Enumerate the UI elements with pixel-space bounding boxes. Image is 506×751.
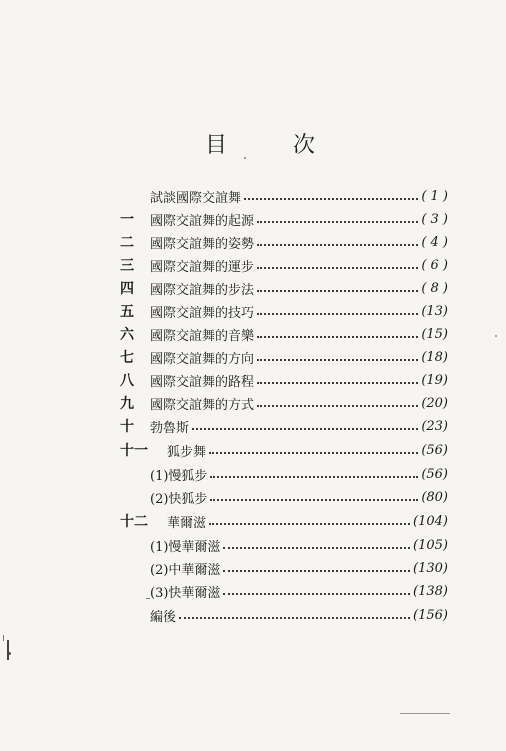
toc-entry bbox=[150, 187, 448, 206]
toc-row bbox=[0, 232, 506, 252]
toc-label: 試談國際交誼舞 bbox=[150, 190, 242, 206]
toc-entry bbox=[167, 512, 448, 531]
toc-entry bbox=[150, 371, 448, 390]
toc-label: (3)快華爾滋 bbox=[150, 585, 221, 601]
toc-label: 國際交誼舞的技巧 bbox=[150, 305, 255, 321]
toc-row bbox=[0, 324, 506, 344]
toc-row bbox=[0, 255, 506, 275]
toc-row bbox=[0, 605, 506, 625]
toc-entry bbox=[150, 348, 448, 367]
scan-mark bbox=[146, 598, 150, 599]
dot-leader bbox=[223, 593, 410, 595]
toc-entry bbox=[150, 488, 448, 507]
toc-label: 國際交誼舞的路程 bbox=[150, 374, 255, 390]
dot-leader bbox=[257, 405, 418, 407]
toc-label: 國際交誼舞的方向 bbox=[150, 351, 255, 367]
scan-mark bbox=[244, 157, 246, 159]
toc-row bbox=[0, 464, 506, 484]
toc-number: 六 bbox=[120, 327, 134, 343]
toc-entry bbox=[150, 582, 448, 601]
toc-entry bbox=[150, 279, 448, 298]
scan-mark bbox=[400, 713, 450, 714]
toc-label: 國際交誼舞的方式 bbox=[150, 397, 255, 413]
dot-leader bbox=[244, 198, 418, 200]
toc-label: (1)慢狐步 bbox=[150, 468, 208, 484]
toc-label: 國際交誼舞的步法 bbox=[150, 282, 255, 298]
toc-page: ( 4 ) bbox=[421, 234, 448, 250]
toc-label: 國際交誼舞的運步 bbox=[150, 259, 255, 275]
dot-leader bbox=[179, 617, 410, 619]
scan-mark bbox=[3, 635, 4, 641]
toc-row bbox=[0, 209, 506, 229]
toc-page: (80) bbox=[421, 489, 448, 505]
toc-number: 四 bbox=[120, 281, 134, 297]
toc-entry bbox=[150, 233, 448, 252]
toc-row bbox=[0, 581, 506, 601]
dot-leader bbox=[223, 570, 410, 572]
dot-leader bbox=[209, 452, 418, 454]
toc-page: (18) bbox=[421, 349, 448, 365]
toc-entry bbox=[167, 441, 448, 460]
toc-entry bbox=[150, 210, 448, 229]
dot-leader bbox=[192, 428, 418, 430]
toc-row bbox=[0, 416, 506, 436]
toc-row bbox=[0, 278, 506, 298]
dot-leader bbox=[257, 221, 418, 223]
toc-row bbox=[0, 487, 506, 507]
toc-label: 編後 bbox=[150, 609, 177, 625]
toc-page: ( 8 ) bbox=[421, 280, 448, 296]
toc-page: (105) bbox=[413, 537, 448, 553]
dot-leader bbox=[257, 382, 418, 384]
scan-mark bbox=[7, 640, 9, 660]
toc-label: 狐步舞 bbox=[167, 444, 207, 460]
toc-label: 勃魯斯 bbox=[150, 420, 190, 436]
dot-leader bbox=[210, 476, 418, 478]
dot-leader bbox=[223, 547, 410, 549]
toc-number: 三 bbox=[120, 258, 134, 274]
toc-row bbox=[0, 558, 506, 578]
scan-mark bbox=[495, 335, 497, 337]
toc-label: 國際交誼舞的音樂 bbox=[150, 328, 255, 344]
dot-leader bbox=[257, 290, 418, 292]
toc-entry bbox=[150, 606, 448, 625]
toc-page: ( 1 ) bbox=[421, 188, 448, 204]
toc-row bbox=[0, 393, 506, 413]
toc-number: 七 bbox=[120, 350, 134, 366]
toc-number: 十二 bbox=[120, 514, 148, 530]
toc-number: 一 bbox=[120, 212, 134, 228]
toc-number: 五 bbox=[120, 304, 134, 320]
toc-page: (56) bbox=[421, 442, 448, 458]
toc-label: 國際交誼舞的姿勢 bbox=[150, 236, 255, 252]
toc-page: (138) bbox=[413, 583, 448, 599]
toc-row bbox=[0, 301, 506, 321]
dot-leader bbox=[210, 499, 418, 501]
toc-number: 十一 bbox=[120, 443, 148, 459]
toc-page: (15) bbox=[421, 326, 448, 342]
toc-page: (156) bbox=[413, 607, 448, 623]
toc-number: 九 bbox=[120, 396, 134, 412]
toc-entry bbox=[150, 559, 448, 578]
toc-entry bbox=[150, 325, 448, 344]
toc-label: (2)快狐步 bbox=[150, 491, 208, 507]
toc-page: (23) bbox=[421, 418, 448, 434]
toc-row bbox=[0, 347, 506, 367]
toc-row bbox=[0, 535, 506, 555]
title-char-1: 目 bbox=[205, 133, 228, 158]
toc-page: (13) bbox=[421, 303, 448, 319]
dot-leader bbox=[257, 359, 418, 361]
dot-leader bbox=[257, 267, 418, 269]
dot-leader bbox=[257, 244, 418, 246]
toc-entry bbox=[150, 256, 448, 275]
toc-row bbox=[0, 440, 506, 460]
toc-label: (1)慢華爾滋 bbox=[150, 539, 221, 555]
dot-leader bbox=[257, 313, 418, 315]
toc-page: (130) bbox=[413, 560, 448, 576]
toc-row bbox=[0, 186, 506, 206]
toc-entry bbox=[150, 302, 448, 321]
toc-label: 國際交誼舞的起源 bbox=[150, 213, 255, 229]
toc-page: (104) bbox=[413, 513, 448, 529]
toc-entry bbox=[150, 394, 448, 413]
toc-label: (2)中華爾滋 bbox=[150, 562, 221, 578]
dot-leader bbox=[257, 336, 418, 338]
dot-leader bbox=[209, 523, 410, 525]
toc-entry bbox=[150, 417, 448, 436]
toc-number: 十 bbox=[120, 419, 134, 435]
toc-entry bbox=[150, 465, 448, 484]
toc-page: ( 6 ) bbox=[421, 257, 448, 273]
toc-page: ( 3 ) bbox=[421, 211, 448, 227]
toc-entry bbox=[150, 536, 448, 555]
toc-row bbox=[0, 511, 506, 531]
toc-page: (56) bbox=[421, 466, 448, 482]
title-char-2: 次 bbox=[292, 133, 315, 158]
toc-number: 八 bbox=[120, 373, 134, 389]
toc-number: 二 bbox=[120, 235, 134, 251]
toc-page: (19) bbox=[421, 372, 448, 388]
toc-label: 華爾滋 bbox=[167, 515, 207, 531]
toc-row bbox=[0, 370, 506, 390]
toc-page: (20) bbox=[421, 395, 448, 411]
